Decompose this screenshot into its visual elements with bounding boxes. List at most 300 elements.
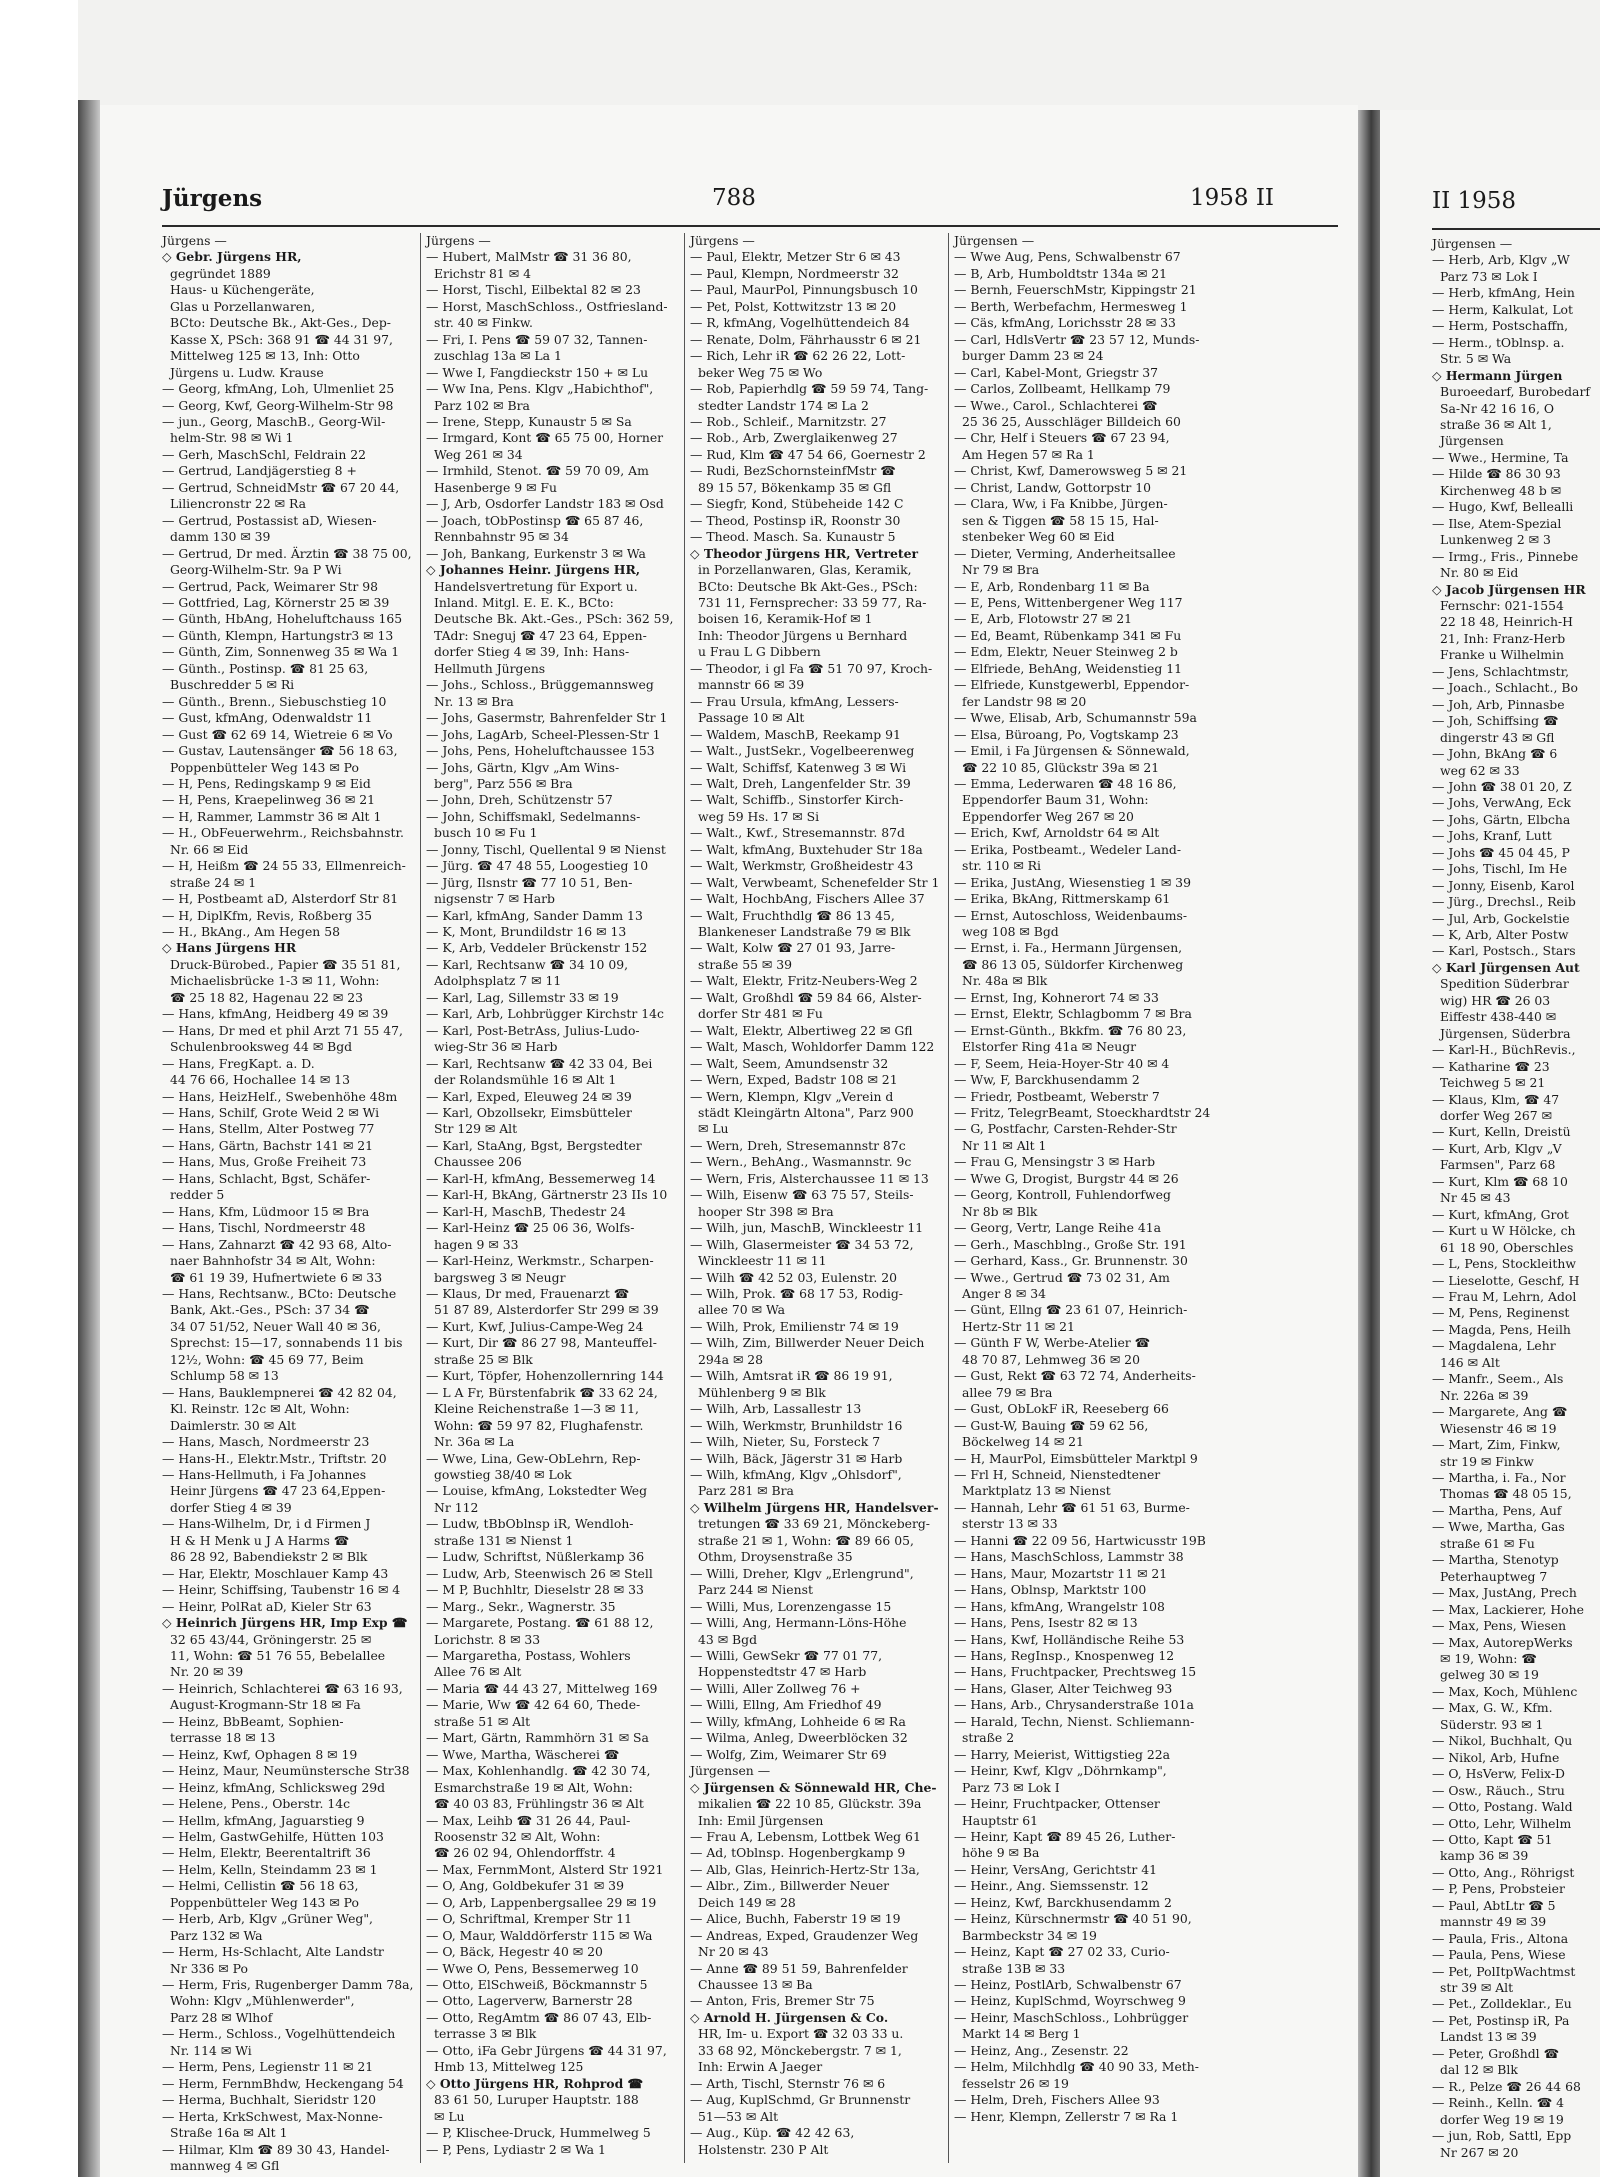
directory-entry-line: weg 62 ✉ 33 bbox=[1440, 762, 1520, 778]
directory-entry-line: Hertz-Str 11 ✉ 21 bbox=[962, 1318, 1075, 1334]
directory-entry-line: — Jonny, Eisenb, Karol bbox=[1432, 877, 1575, 893]
directory-entry-line: — K, Arb, Veddeler Brückenstr 152 bbox=[426, 940, 648, 956]
directory-entry-line: — Gertrud, Pack, Weimarer Str 98 bbox=[162, 578, 379, 594]
directory-entry-line: — Wern., BehAng., Wasmannstr. 9c bbox=[690, 1154, 912, 1170]
directory-entry-line: — O, Schriftmal, Kremper Str 11 bbox=[426, 1911, 632, 1927]
directory-entry-line: — Günth, HbAng, Hoheluftchauss 165 bbox=[162, 611, 403, 627]
directory-entry-line: allee 70 ✉ Wa bbox=[698, 1302, 785, 1318]
directory-entry-line: — Helmi, Cellistin ☎ 56 18 63, bbox=[162, 1878, 359, 1894]
directory-entry-line: — Hubert, MalMstr ☎ 31 36 80, bbox=[426, 249, 632, 265]
directory-entry-line: — P, Pens, Probsteier bbox=[1432, 1881, 1565, 1897]
directory-entry-line: Jürgensen — bbox=[1432, 236, 1513, 251]
directory-entry-line: H & H Menk u J A Harms ☎ bbox=[170, 1532, 350, 1548]
page-header bbox=[100, 185, 1358, 225]
directory-entry-line: — Irene, Stepp, Kunaustr 5 ✉ Sa bbox=[426, 413, 632, 429]
directory-entry-line: — Wern, Fris, Alsterchaussee 11 ✉ 13 bbox=[690, 1170, 929, 1186]
directory-entry-line: — Otto, Lagerverw, Barnerstr 28 bbox=[426, 1993, 633, 2009]
directory-entry-line: — Magda, Pens, Heilh bbox=[1432, 1321, 1571, 1337]
directory-entry-line: — Paul, AbtLtr ☎ 5 bbox=[1432, 1897, 1556, 1913]
directory-entry-line: — Irmg., Fris., Pinnebe bbox=[1432, 548, 1579, 564]
directory-entry-line: ◇ Otto Jürgens HR, Rohprod ☎ bbox=[426, 2075, 643, 2091]
directory-entry-line: ◇ Johannes Heinr. Jürgens HR, bbox=[426, 562, 641, 578]
directory-entry-line: — Ludw, Schriftst, Nüßlerkamp 36 bbox=[426, 1549, 645, 1565]
directory-entry-line: — Hans, Fruchtpacker, Prechtsweg 15 bbox=[954, 1664, 1197, 1680]
directory-entry-line: 48 70 87, Lehmweg 36 ✉ 20 bbox=[962, 1351, 1140, 1367]
directory-entry-line: — Willi, Aller Zollweg 76 + bbox=[690, 1680, 861, 1696]
directory-entry-line: — Herb, Arb, Klgv „W bbox=[1432, 252, 1570, 268]
directory-entry-line: Nr 20 ✉ 43 bbox=[698, 1944, 769, 1960]
directory-entry-line: Jürgensen — bbox=[954, 233, 1035, 248]
directory-entry-line: — Hans, Masch, Nordmeerstr 23 bbox=[162, 1434, 370, 1450]
directory-entry-line: — Helm, Elektr, Beerentaltrift 36 bbox=[162, 1845, 371, 1861]
directory-entry-line: — Gerh., Maschblng., Große Str. 191 bbox=[954, 1236, 1187, 1252]
directory-entry-line: — Max, Leihb ☎ 31 26 44, Paul- bbox=[426, 1812, 631, 1828]
directory-entry-line: terrasse 3 ✉ Blk bbox=[434, 2026, 537, 2042]
directory-entry-line: — Johs, Gasermstr, Bahrenfelder Str 1 bbox=[426, 710, 668, 726]
directory-entry-line: helm-Str. 98 ✉ Wi 1 bbox=[170, 430, 294, 446]
directory-entry-line: ☎ 86 13 05, Süldorfer Kirchenweg bbox=[962, 956, 1184, 972]
directory-entry-line: — John, Schiffsmakl, Sedelmanns- bbox=[426, 808, 641, 824]
running-head-name: Jürgens bbox=[162, 185, 263, 212]
directory-entry-line: — Rob., Arb, Zwerglaikenweg 27 bbox=[690, 430, 898, 446]
directory-entry-line: Roosenstr 32 ✉ Alt, Wohn: bbox=[434, 1828, 601, 1844]
directory-entry-line: — Herm., tOblnsp. a. bbox=[1432, 334, 1565, 350]
directory-entry-line: — Heinr, VersAng, Gerichtstr 41 bbox=[954, 1861, 1157, 1877]
directory-entry-line: — H, Pens, Kraepelinweg 36 ✉ 21 bbox=[162, 792, 376, 808]
directory-entry-line: — Max, Pens, Wiesen bbox=[1432, 1618, 1567, 1634]
directory-entry-line: — Johs, Gärtn, Elbcha bbox=[1432, 811, 1571, 827]
directory-entry-line: redder 5 bbox=[170, 1187, 225, 1203]
directory-entry-line: — Wilh, Bäck, Jägerstr 31 ✉ Harb bbox=[690, 1450, 903, 1466]
directory-entry-line: — Max, FernmMont, Alsterd Str 1921 bbox=[426, 1861, 664, 1877]
directory-entry-line: — Max, G. W., Kfm. bbox=[1432, 1700, 1553, 1716]
directory-entry-line: — Maria ☎ 44 43 27, Mittelweg 169 bbox=[426, 1680, 658, 1696]
directory-entry-line: — Günth., Brenn., Siebuschstieg 10 bbox=[162, 693, 387, 709]
running-head-year: 1958 II bbox=[1190, 185, 1275, 211]
directory-entry-line: Wohn: Klgv „Mühlenwerder", bbox=[170, 1993, 355, 2009]
directory-entry-line: — Klaus, Klm, ☎ 47 bbox=[1432, 1091, 1560, 1107]
directory-entry-line: — Albr., Zim., Billwerder Neuer bbox=[690, 1878, 890, 1894]
directory-entry-line: ☎ 25 18 82, Hagenau 22 ✉ 23 bbox=[170, 989, 363, 1005]
directory-entry-line: — Wilh, kfmAng, Klgv „Ohlsdorf", bbox=[690, 1466, 902, 1482]
directory-entry-line: — Otto, ElSchweiß, Böckmannstr 5 bbox=[426, 1977, 648, 1993]
directory-entry-line: — Clara, Ww, i Fa Knibbe, Jürgen- bbox=[954, 496, 1168, 512]
directory-entry-line: in Porzellanwaren, Glas, Keramik, bbox=[698, 562, 912, 578]
directory-entry-line: Buroeedarf, Burobedarf bbox=[1440, 384, 1590, 400]
column-divider bbox=[420, 233, 421, 2163]
column-divider bbox=[948, 233, 949, 2163]
directory-entry-line: Chaussee 13 ✉ Ba bbox=[698, 1977, 813, 1993]
directory-entry-line: — Jens, Schlachtmstr, bbox=[1432, 663, 1570, 679]
directory-entry-line: — Wwe Aug, Pens, Schwalbenstr 67 bbox=[954, 249, 1181, 265]
directory-entry-line: — R, kfmAng, Vogelhüttendeich 84 bbox=[690, 315, 910, 331]
directory-entry-line: straße 55 ✉ 39 bbox=[698, 956, 792, 972]
directory-entry-line: — Magdalena, Lehr bbox=[1432, 1338, 1556, 1354]
directory-entry-line: — Georg, Kontroll, Fuhlendorfweg bbox=[954, 1187, 1171, 1203]
directory-entry-line: Parz 28 ✉ Wlhof bbox=[170, 2009, 273, 2025]
directory-entry-line: — Hilde ☎ 86 30 93 bbox=[1432, 466, 1561, 482]
directory-entry-line: — Karl-Heinz, Werkmstr., Scharpen- bbox=[426, 1253, 654, 1269]
directory-entry-line: — Heinz, Ang., Zesenstr. 22 bbox=[954, 2042, 1129, 2058]
directory-entry-line: str 39 ✉ Alt bbox=[1440, 1980, 1514, 1996]
directory-entry-line: — Hans-Wilhelm, Dr, i d Firmen J bbox=[162, 1516, 371, 1532]
directory-entry-line: — Karl, Rechtsanw ☎ 34 10 09, bbox=[426, 956, 629, 972]
directory-entry-line: Nr. 114 ✉ Wi bbox=[170, 2042, 252, 2058]
directory-entry-line: — Katharine ☎ 23 bbox=[1432, 1058, 1550, 1074]
directory-entry-line: — Heinz, Maur, Neumünstersche Str38 bbox=[162, 1763, 410, 1779]
directory-entry-line: — Jürg., Drechsl., Reib bbox=[1432, 894, 1576, 910]
directory-entry-line: — Martha, Pens, Auf bbox=[1432, 1502, 1562, 1518]
directory-entry-line: — Joh, Arb, Pinnasbe bbox=[1432, 696, 1565, 712]
directory-entry-line: — Osw., Räuch., Stru bbox=[1432, 1782, 1565, 1798]
directory-entry-line: Jürgensen bbox=[1440, 433, 1504, 449]
directory-entry-line: Passage 10 ✉ Alt bbox=[698, 710, 805, 726]
directory-entry-line: Daimlerstr. 30 ✉ Alt bbox=[170, 1417, 296, 1433]
directory-entry-line: — Heinz, kfmAng, Schlicksweg 29d bbox=[162, 1779, 386, 1795]
directory-entry-line: — Hans, Maur, Mozartstr 11 ✉ 21 bbox=[954, 1565, 1168, 1581]
directory-entry-line: Anger 8 ✉ 34 bbox=[962, 1286, 1046, 1301]
directory-entry-line: — Margarete, Postang. ☎ 61 88 12, bbox=[426, 1615, 654, 1631]
directory-entry-line: — Wern, Exped, Badstr 108 ✉ 21 bbox=[690, 1072, 898, 1088]
directory-entry-line: Poppenbütteler Weg 143 ✉ Po bbox=[170, 759, 359, 775]
directory-entry-line: 43 ✉ Bgd bbox=[698, 1631, 757, 1647]
directory-entry-line: — Hans, Dr med et phil Arzt 71 55 47, bbox=[162, 1022, 403, 1038]
directory-entry-line: — F, Seem, Heia-Hoyer-Str 40 ✉ 4 bbox=[954, 1055, 1170, 1071]
directory-entry-line: — Helm, Milchhdlg ☎ 40 90 33, Meth- bbox=[954, 2059, 1199, 2075]
directory-entry-line: Parz 102 ✉ Bra bbox=[434, 397, 530, 413]
directory-entry-line: — Karl, Rechtsanw ☎ 42 33 04, Bei bbox=[426, 1055, 653, 1071]
directory-entry-line: dorfer Str 481 ✉ Fu bbox=[698, 1006, 823, 1022]
directory-entry-line: — Karl-H., BüchRevis., bbox=[1432, 1042, 1576, 1058]
directory-entry-line: Hoppenstedtstr 47 ✉ Harb bbox=[698, 1664, 867, 1680]
directory-entry-line: — Erika, JustAng, Wiesenstieg 1 ✉ 39 bbox=[954, 874, 1191, 890]
directory-entry-line: — Ernst, Autoschloss, Weidenbaums- bbox=[954, 907, 1188, 923]
directory-entry-line: wig) HR ☎ 26 03 bbox=[1440, 992, 1551, 1008]
directory-entry-line: gowstieg 38/40 ✉ Lok bbox=[434, 1466, 572, 1482]
directory-entry-line: hagen 9 ✉ 33 bbox=[434, 1236, 519, 1252]
directory-entry-line: — Louise, kfmAng, Lokstedter Weg bbox=[426, 1483, 648, 1499]
directory-entry-line: — Martha, Stenotyp bbox=[1432, 1552, 1559, 1568]
directory-entry-line: Nr. 13 ✉ Bra bbox=[434, 693, 514, 709]
directory-entry-line: ☎ 40 03 83, Frühlingstr 36 ✉ Alt bbox=[434, 1796, 644, 1812]
directory-entry-line: ✉ Lu bbox=[698, 1121, 729, 1137]
directory-entry-line: Inh: Theodor Jürgens u Bernhard bbox=[698, 627, 908, 643]
directory-entry-line: — Hans, Zahnarzt ☎ 42 93 68, Alto- bbox=[162, 1236, 392, 1252]
directory-entry-line: — Hans, Kwf, Holländische Reihe 53 bbox=[954, 1631, 1185, 1647]
directory-entry-line: — Johs, Pens, Hoheluftchaussee 153 bbox=[426, 743, 655, 759]
directory-entry-line: — Hannah, Lehr ☎ 61 51 63, Burme- bbox=[954, 1499, 1190, 1515]
directory-entry-line: — Johs, Kranf, Lutt bbox=[1432, 828, 1552, 844]
directory-entry-line: — Hans-Hellmuth, i Fa Johannes bbox=[162, 1466, 367, 1482]
directory-entry-line: — O, Maur, Walddörferstr 115 ✉ Wa bbox=[426, 1927, 653, 1943]
header-rule bbox=[162, 225, 1338, 227]
directory-entry-line: ☎ 61 19 39, Hufnertwiete 6 ✉ 33 bbox=[170, 1269, 383, 1285]
directory-entry-line: — Otto, Kapt ☎ 51 bbox=[1432, 1831, 1553, 1847]
directory-entry-line: gegründet 1889 bbox=[170, 265, 271, 281]
directory-entry-line: — Reinh., Kelln. ☎ 4 bbox=[1432, 2095, 1565, 2111]
directory-entry-line: Eppendorfer Weg 267 ✉ 20 bbox=[962, 808, 1134, 824]
directory-entry-line: — Walt, Masch, Wohldorfer Damm 122 bbox=[690, 1039, 935, 1055]
directory-entry-line: — Emma, Lederwaren ☎ 48 16 86, bbox=[954, 775, 1177, 791]
directory-entry-line: dingerstr 43 ✉ Gfl bbox=[1440, 729, 1555, 745]
directory-entry-line: Nr 11 ✉ Alt 1 bbox=[962, 1137, 1047, 1153]
directory-entry-line: stedter Landstr 174 ✉ La 2 bbox=[698, 397, 869, 413]
directory-entry-line: — Pet, PolItpWachtmst bbox=[1432, 1963, 1576, 1979]
directory-entry-line: — H, DiplKfm, Revis, Roßberg 35 bbox=[162, 907, 373, 923]
directory-entry-line: — Karl-H, BkAng, Gärtnerstr 23 IIs 10 bbox=[426, 1187, 668, 1203]
directory-entry-line: — Frau G, Mensingstr 3 ✉ Harb bbox=[954, 1154, 1156, 1170]
directory-entry-line: Schlump 58 ✉ 13 bbox=[170, 1368, 279, 1384]
directory-entry-line: — Walt, Fruchthdlg ☎ 86 13 45, bbox=[690, 907, 895, 923]
directory-entry-line: — Herm., Schloss., Vogelhüttendeich bbox=[162, 2026, 396, 2042]
directory-entry-line: — Walt, Seem, Amundsenstr 32 bbox=[690, 1055, 889, 1071]
directory-entry-line: — Elsa, Büroang, Po, Vogtskamp 23 bbox=[954, 726, 1179, 742]
directory-entry-line: — Waldem, MaschB, Reekamp 91 bbox=[690, 726, 901, 742]
directory-entry-line: Lunkenweg 2 ✉ 3 bbox=[1440, 532, 1551, 548]
directory-entry-line: — Andreas, Exped, Graudenzer Weg bbox=[690, 1927, 919, 1943]
facing-page-header: II 1958 bbox=[1432, 188, 1517, 214]
directory-entry-line: Chaussee 206 bbox=[434, 1154, 522, 1170]
directory-entry-line: Allee 76 ✉ Alt bbox=[434, 1664, 522, 1680]
directory-entry-line: — Johs., Schloss., Brüggemannsweg bbox=[426, 677, 654, 693]
facing-page bbox=[1380, 110, 1600, 2177]
directory-entry-line: Inh: Emil Jürgensen bbox=[698, 1812, 824, 1828]
directory-entry-line: straße 131 ✉ Nienst 1 bbox=[434, 1532, 574, 1548]
directory-entry-line: — Edm, Elektr, Neuer Steinweg 2 b bbox=[954, 644, 1178, 660]
directory-entry-line: Nr 336 ✉ Po bbox=[170, 1960, 248, 1976]
directory-entry-line: — Hans, Rechtsanw., BCto: Deutsche bbox=[162, 1286, 397, 1301]
directory-entry-line: — Jürg, Ilsnstr ☎ 77 10 51, Ben- bbox=[426, 874, 633, 890]
directory-entry-line: — Johs, LagArb, Scheel-Plessen-Str 1 bbox=[426, 726, 661, 742]
directory-entry-line: — Kurt, Kwf, Julius-Campe-Weg 24 bbox=[426, 1318, 644, 1334]
directory-entry-line: — Karl-H, kfmAng, Bessemerweg 14 bbox=[426, 1170, 656, 1186]
directory-entry-line: sterstr 13 ✉ 33 bbox=[962, 1516, 1058, 1532]
directory-entry-line: Parz 281 ✉ Bra bbox=[698, 1483, 794, 1499]
directory-entry-line: — Bernh, FeuerschMstr, Kippingstr 21 bbox=[954, 282, 1197, 298]
directory-entry-line: — Max, Koch, Mühlenc bbox=[1432, 1683, 1578, 1699]
directory-entry-line: ◇ Hermann Jürgen bbox=[1432, 367, 1563, 383]
directory-entry-line: — K, Arb, Alter Postw bbox=[1432, 927, 1569, 943]
directory-entry-line: 89 15 57, Bökenkamp 35 ✉ Gfl bbox=[698, 479, 892, 495]
directory-entry-line: — Hans, Arb., Chrysanderstraße 101a bbox=[954, 1697, 1194, 1713]
directory-entry-line: — Wwe, Lina, Gew-ObLehrn, Rep- bbox=[426, 1450, 641, 1466]
directory-entry-line: Str. 5 ✉ Wa bbox=[1440, 351, 1512, 367]
directory-entry-line: — Hans, kfmAng, Wrangelstr 108 bbox=[954, 1598, 1165, 1614]
directory-entry-line: Nr 267 ✉ 20 bbox=[1440, 2144, 1519, 2160]
directory-entry-line: TAdr: Sneguj ☎ 47 23 64, Eppen- bbox=[434, 627, 647, 643]
directory-entry-line: — Harry, Meierist, Wittigstieg 22a bbox=[954, 1746, 1171, 1762]
directory-entry-line: — L A Fr, Bürstenfabrik ☎ 33 62 24, bbox=[426, 1384, 658, 1400]
directory-entry-line: — Herb, kfmAng, Hein bbox=[1432, 285, 1575, 301]
directory-entry-line: Sa-Nr 42 16 16, O bbox=[1440, 400, 1554, 416]
directory-entry-line: — Christ, Kwf, Damerowsweg 5 ✉ 21 bbox=[954, 463, 1188, 479]
directory-entry-line: — Wilh, Nieter, Su, Forsteck 7 bbox=[690, 1434, 881, 1450]
directory-entry-line: Parz 132 ✉ Wa bbox=[170, 1927, 263, 1943]
directory-entry-line: sen & Tiggen ☎ 58 15 15, Hal- bbox=[962, 512, 1159, 528]
directory-entry-line: burger Damm 23 ✉ 24 bbox=[962, 348, 1104, 364]
directory-entry-line: — Joh, Bankang, Eurkenstr 3 ✉ Wa bbox=[426, 545, 646, 561]
directory-entry-line: dorfer Stieg 4 ✉ 39 bbox=[170, 1499, 292, 1515]
directory-entry-line: — Henr, Klempn, Zellerstr 7 ✉ Ra 1 bbox=[954, 2108, 1179, 2124]
directory-entry-line: städt Kleingärtn Altona", Parz 900 bbox=[698, 1105, 914, 1121]
directory-entry-line: 34 07 51/52, Neuer Wall 40 ✉ 36, bbox=[170, 1318, 381, 1334]
directory-entry-line: — Herta, KrkSchwest, Max-Nonne- bbox=[162, 2108, 383, 2124]
directory-entry-line: — Mart, Gärtn, Rammhörn 31 ✉ Sa bbox=[426, 1730, 649, 1746]
directory-entry-line: Böckelweg 14 ✉ 21 bbox=[962, 1434, 1084, 1450]
directory-entry-line: Mittelweg 125 ✉ 13, Inh: Otto bbox=[170, 348, 360, 364]
directory-entry-line: 86 28 92, Babendiekstr 2 ✉ Blk bbox=[170, 1549, 368, 1565]
directory-entry-line: — Herma, Buchhalt, Sieridstr 120 bbox=[162, 2092, 377, 2108]
directory-entry-line: — Karl, Obzollsekr, Eimsbütteler bbox=[426, 1105, 632, 1121]
directory-entry-line: — E, Arb, Flotowstr 27 ✉ 21 bbox=[954, 611, 1132, 627]
directory-entry-line: — Pet., Zolldeklar., Eu bbox=[1432, 1996, 1572, 2012]
directory-entry-line: Jürgens — bbox=[162, 233, 227, 248]
directory-entry-line: — jun., Georg, MaschB., Georg-Wil- bbox=[162, 413, 386, 429]
directory-entry-line: — Heinz, Kürschnermstr ☎ 40 51 90, bbox=[954, 1911, 1192, 1927]
directory-entry-line: straße 36 ✉ Alt 1, bbox=[1440, 416, 1552, 432]
directory-entry-line: 22 18 48, Heinrich-H bbox=[1440, 614, 1573, 630]
directory-entry-line: — Carl, HdlsVertr ☎ 23 57 12, Munds- bbox=[954, 331, 1200, 347]
directory-entry-line: — Horst, MaschSchloss., Ostfriesland- bbox=[426, 298, 668, 314]
directory-entry-line: Kleine Reichenstraße 1—3 ✉ 11, bbox=[434, 1401, 639, 1417]
directory-entry-line: fer Landstr 98 ✉ 20 bbox=[962, 693, 1087, 709]
directory-entry-line: Hellmuth Jürgens bbox=[434, 660, 546, 676]
directory-entry-line: — Ww Ina, Pens. Klgv „Habichthof", bbox=[426, 381, 654, 397]
directory-entry-line: hooper Str 398 ✉ Bra bbox=[698, 1203, 834, 1219]
directory-entry-line: — Mart, Zim, Finkw, bbox=[1432, 1437, 1561, 1453]
directory-entry-line: — Walt, Großhdl ☎ 59 84 66, Alster- bbox=[690, 989, 922, 1005]
directory-entry-line: — Herb, Arb, Klgv „Grüner Weg", bbox=[162, 1911, 373, 1927]
directory-entry-line: — Anton, Fris, Bremer Str 75 bbox=[690, 1993, 875, 2009]
directory-entry-line: der Rolandsmühle 16 ✉ Alt 1 bbox=[434, 1072, 617, 1088]
directory-entry-line: 83 61 50, Luruper Hauptstr. 188 bbox=[434, 2092, 639, 2108]
directory-entry-line: Elstorfer Ring 41a ✉ Neugr bbox=[962, 1039, 1137, 1055]
directory-entry-line: — Hugo, Kwf, Bellealli bbox=[1432, 499, 1574, 515]
directory-entry-line: — Walt, Elektr, Albertiweg 22 ✉ Gfl bbox=[690, 1022, 913, 1038]
directory-entry-line: — Walt, Elektr, Fritz-Neubers-Weg 2 bbox=[690, 973, 918, 989]
directory-entry-line: — Willi, Ang, Hermann-Löns-Höhe bbox=[690, 1615, 907, 1631]
directory-entry-line: str. 110 ✉ Ri bbox=[962, 858, 1041, 874]
page-number: 788 bbox=[712, 185, 756, 211]
directory-entry-line: — Lieselotte, Geschf, H bbox=[1432, 1272, 1580, 1288]
directory-entry-line: Parz 73 ✉ Lok I bbox=[1440, 268, 1538, 284]
directory-entry-line: — Georg, kfmAng, Loh, Ulmenliet 25 bbox=[162, 381, 395, 397]
directory-entry-line: — Herm, Postschaffn, bbox=[1432, 318, 1569, 334]
directory-entry-line: — L, Pens, Stockleithw bbox=[1432, 1256, 1576, 1272]
directory-entry-line: — Heinz, PostlArb, Schwalbenstr 67 bbox=[954, 1977, 1182, 1993]
directory-entry-line: — Kurt, Kelln, Dreistü bbox=[1432, 1124, 1571, 1140]
directory-entry-line: — Ludw, tBbOblnsp iR, Wendloh- bbox=[426, 1516, 634, 1532]
directory-entry-line: — Willi, Dreher, Klgv „Erlengrund", bbox=[690, 1565, 914, 1581]
directory-entry-line: Esmarchstraße 19 ✉ Alt, Wohn: bbox=[434, 1779, 633, 1795]
directory-entry-line: — John ☎ 38 01 20, Z bbox=[1432, 778, 1572, 794]
directory-entry-line: Rennbahnstr 95 ✉ 34 bbox=[434, 529, 569, 545]
directory-entry-line: — Wwe., Gertrud ☎ 73 02 31, Am bbox=[954, 1269, 1170, 1285]
directory-entry-line: — Paul, Elektr, Metzer Str 6 ✉ 43 bbox=[690, 249, 901, 265]
directory-entry-line: — Joach., Schlacht., Bo bbox=[1432, 680, 1578, 696]
directory-entry-line: — Theod. Masch. Sa. Kunaustr 5 bbox=[690, 529, 896, 545]
directory-entry-line: Othm, Droysenstraße 35 bbox=[698, 1549, 853, 1565]
directory-entry-line: Haus- u Küchengeräte, bbox=[170, 282, 315, 298]
directory-entry-line: — Hans, kfmAng, Heidberg 49 ✉ 39 bbox=[162, 1006, 389, 1022]
directory-entry-line: — Ernst, Elektr, Schlagbomm 7 ✉ Bra bbox=[954, 1006, 1192, 1022]
directory-entry-line: — Rob., Schleif., Marnitzstr. 27 bbox=[690, 413, 887, 429]
directory-entry-line: — O, HsVerw, Felix-D bbox=[1432, 1766, 1565, 1782]
directory-entry-line: — Walt., Kwf., Stresemannstr. 87d bbox=[690, 825, 905, 841]
directory-entry-line: — Walt, Kolw ☎ 27 01 93, Jarre- bbox=[690, 940, 896, 956]
directory-entry-line: Teichweg 5 ✉ 21 bbox=[1440, 1075, 1546, 1091]
directory-entry-line: straße 61 ✉ Fu bbox=[1440, 1535, 1535, 1551]
directory-entry-line: Nr. 66 ✉ Eid bbox=[170, 841, 249, 857]
directory-entry-line: — Walt., JustSekr., Vogelbeerenweg bbox=[690, 743, 915, 759]
directory-entry-line: — O, Bäck, Hegestr 40 ✉ 20 bbox=[426, 1944, 603, 1960]
directory-entry-line: — Fri, I. Pens ☎ 59 07 32, Tannen- bbox=[426, 331, 648, 347]
directory-entry-line: — Otto, iFa Gebr Jürgens ☎ 44 31 97, bbox=[426, 2042, 667, 2058]
directory-entry-line: — Ernst, Ing, Kohnerort 74 ✉ 33 bbox=[954, 989, 1159, 1005]
directory-entry-line: — Willi, Ellng, Am Friedhof 49 bbox=[690, 1697, 882, 1713]
facing-header-rule bbox=[1432, 228, 1600, 230]
directory-entry-line: HR, Im- u. Export ☎ 32 03 33 u. bbox=[698, 2026, 904, 2042]
directory-entry-line: — Gust-W, Bauing ☎ 59 62 56, bbox=[954, 1417, 1149, 1433]
directory-entry-line: — Gust, kfmAng, Odenwaldstr 11 bbox=[162, 710, 373, 726]
directory-entry-line: — Günth., Postinsp. ☎ 81 25 63, bbox=[162, 660, 369, 676]
directory-entry-line: Mühlenberg 9 ✉ Blk bbox=[698, 1384, 826, 1400]
directory-entry-line: — Günth F W, Werbe-Atelier ☎ bbox=[954, 1335, 1151, 1351]
directory-entry-line: — Wilma, Anleg, Dweerblöcken 32 bbox=[690, 1730, 908, 1746]
directory-entry-line: 51 87 89, Alsterdorfer Str 299 ✉ 39 bbox=[434, 1302, 659, 1318]
directory-entry-line: stenbeker Weg 60 ✉ Eid bbox=[962, 529, 1115, 545]
directory-entry-line: — Karl-Heinz ☎ 25 06 36, Wolfs- bbox=[426, 1220, 635, 1236]
directory-entry-line: Fernschr: 021-1554 bbox=[1440, 597, 1564, 613]
directory-entry-line: Glas u Porzellanwaren, bbox=[170, 298, 316, 314]
directory-entry-line: Georg-Wilhelm-Str. 9a P Wi bbox=[170, 562, 342, 578]
directory-entry-line: Kasse X, PSch: 368 91 ☎ 44 31 97, bbox=[170, 331, 393, 347]
directory-entry-line: Kirchenweg 48 b ✉ bbox=[1440, 482, 1562, 498]
directory-entry-line: — Emil, i Fa Jürgensen & Sönnewald, bbox=[954, 743, 1190, 759]
directory-entry-line: — Ad, tOblnsp. Hogenbergkamp 9 bbox=[690, 1845, 906, 1861]
directory-entry-line: mannstr 49 ✉ 39 bbox=[1440, 1914, 1547, 1930]
directory-column-1 bbox=[162, 233, 414, 2174]
directory-entry-line: — Hans, Schlacht, Bgst, Schäfer- bbox=[162, 1170, 371, 1186]
directory-entry-line: — Carl, Kabel-Mont, Griegstr 37 bbox=[954, 364, 1159, 380]
directory-entry-line: ◇ Theodor Jürgens HR, Vertreter bbox=[690, 545, 919, 561]
directory-entry-line: Blankeneser Landstraße 79 ✉ Blk bbox=[698, 924, 911, 940]
directory-entry-line: Nr 8b ✉ Blk bbox=[962, 1203, 1038, 1219]
directory-entry-line: — Wilh, Prok. ☎ 68 17 53, Rodig- bbox=[690, 1286, 903, 1301]
directory-entry-line: — Hans, HeizHelf., Swebenhöhe 48m bbox=[162, 1088, 398, 1104]
directory-entry-line: Sprechst: 15—17, sonnabends 11 bis bbox=[170, 1335, 403, 1351]
directory-entry-line: — Gertrud, Landjägerstieg 8 + bbox=[162, 463, 357, 479]
directory-entry-line: ◇ Jacob Jürgensen HR bbox=[1432, 581, 1586, 597]
directory-entry-line: Barmbeckstr 34 ✉ 19 bbox=[962, 1927, 1097, 1943]
directory-entry-line: — Hans, Tischl, Nordmeerstr 48 bbox=[162, 1220, 366, 1236]
directory-entry-line: ◇ Jürgensen & Sönnewald HR, Che- bbox=[690, 1779, 937, 1795]
directory-entry-line: — E, Arb, Rondenbarg 11 ✉ Ba bbox=[954, 578, 1150, 594]
directory-entry-line: — Pet, Polst, Kottwitzstr 13 ✉ 20 bbox=[690, 298, 897, 314]
directory-entry-line: — Friedr, Postbeamt, Weberstr 7 bbox=[954, 1088, 1160, 1104]
directory-entry-line: Eppendorfer Baum 31, Wohn: bbox=[962, 792, 1149, 808]
directory-entry-line: Liliencronstr 22 ✉ Ra bbox=[170, 496, 306, 512]
directory-entry-line: — Heinz, BbBeamt, Sophien- bbox=[162, 1713, 344, 1729]
directory-entry-line: — Frl H, Schneid, Nienstedtener bbox=[954, 1466, 1161, 1482]
directory-entry-line: BCto: Deutsche Bk., Akt-Ges., Dep- bbox=[170, 315, 391, 331]
directory-entry-line: — Günth, Klempn, Hartungstr3 ✉ 13 bbox=[162, 627, 394, 643]
directory-entry-line: — R., Pelze ☎ 26 44 68 bbox=[1432, 2078, 1581, 2094]
directory-entry-line: Jürgensen — bbox=[690, 1763, 771, 1779]
directory-entry-line: — Kurt, Klm ☎ 68 10 bbox=[1432, 1173, 1568, 1189]
directory-entry-line: — Walt, Werkmstr, Großheidestr 43 bbox=[690, 858, 914, 874]
directory-entry-line: — Joh, Schiffsing ☎ bbox=[1432, 713, 1559, 729]
